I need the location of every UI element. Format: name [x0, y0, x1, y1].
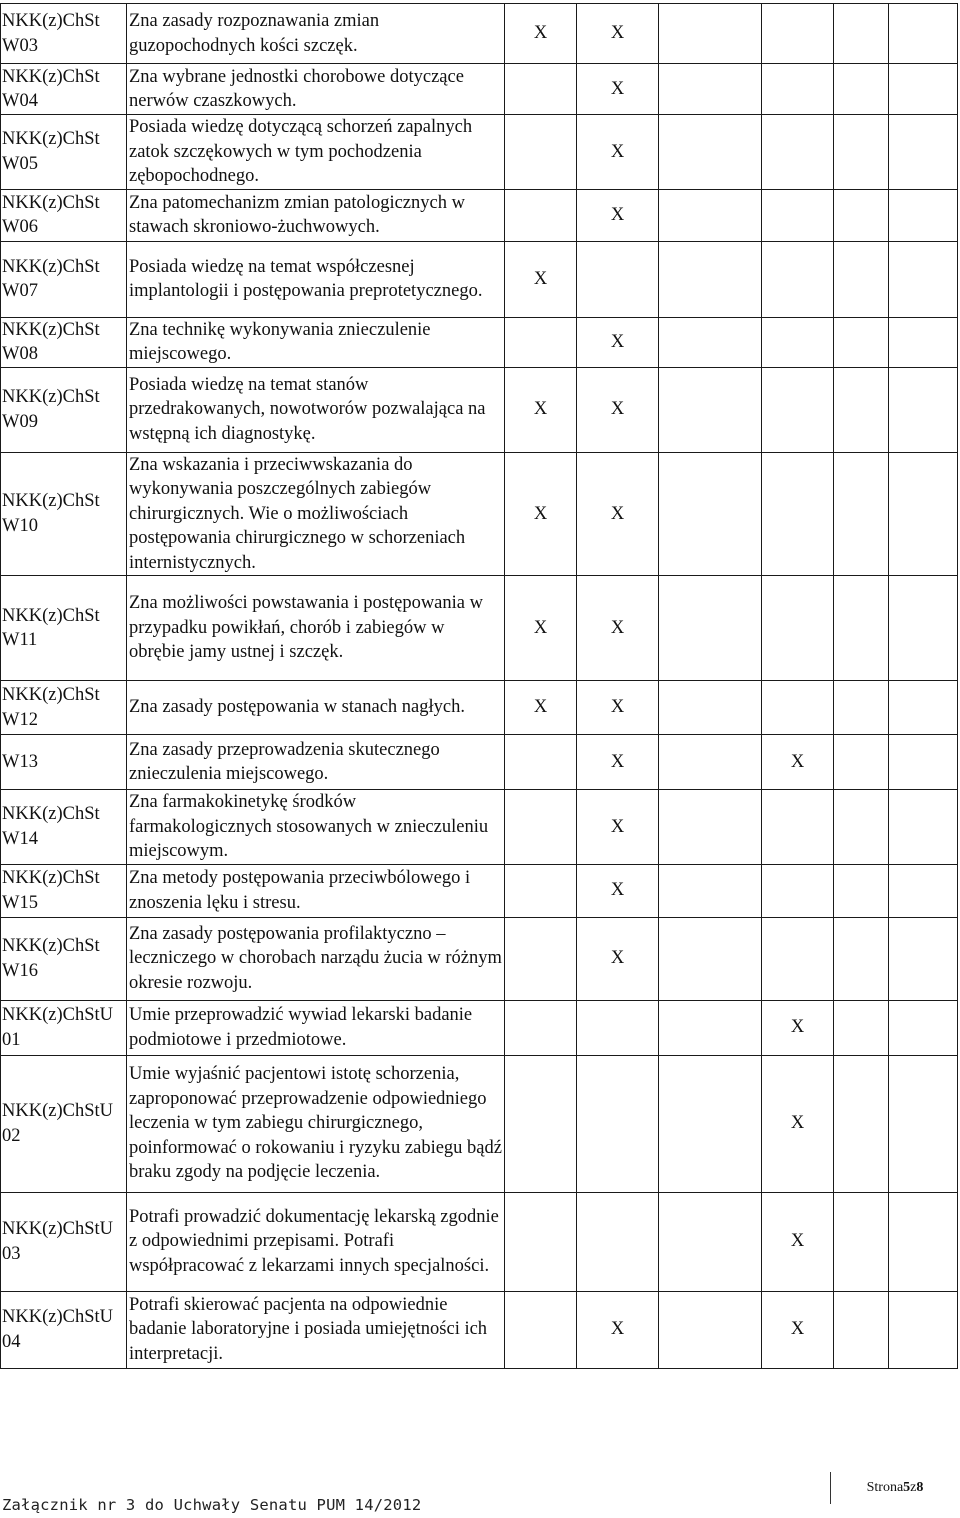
mark-cell — [834, 452, 889, 576]
outcome-code-text: NKK(z)ChSt W16 — [2, 936, 100, 981]
mark-cell — [659, 864, 762, 917]
mark-cell — [659, 1291, 762, 1368]
x-mark: X — [610, 617, 625, 638]
outcome-code-text: NKK(z)ChStU 01 — [2, 1005, 113, 1050]
outcome-description: Zna zasady postępowania profilaktyczno – leczniczego w chorobach narządu żucia w różnym okresie rozwoju. — [127, 917, 505, 1000]
outcome-code — [1, 1291, 127, 1368]
x-mark: X — [610, 78, 625, 99]
mark-cell — [834, 1291, 889, 1368]
outcome-code — [1, 317, 127, 367]
x-mark: X — [533, 23, 548, 44]
mark-cell — [889, 4, 958, 64]
mark-cell — [889, 735, 958, 790]
table-row — [1, 64, 958, 115]
outcome-description: Zna metody postępowania przeciwbólowego i znoszenia lęku i stresu. — [127, 864, 505, 917]
mark-cell — [834, 1000, 889, 1055]
outcome-code-text: NKK(z)ChSt W15 — [2, 868, 100, 913]
mark-cell — [762, 115, 834, 190]
mark-cell — [577, 1192, 659, 1291]
mark-cell — [889, 917, 958, 1000]
mark-cell — [659, 317, 762, 367]
mark-cell — [762, 367, 834, 452]
table-row — [1, 189, 958, 241]
outcome-description: Zna możliwości powstawania i postępowania w przypadku powikłań, chorób i zabiegów w obrębie jamy ustnej i szczęk. — [127, 576, 505, 681]
mark-cell — [577, 681, 659, 735]
mark-cell — [659, 917, 762, 1000]
mark-cell — [577, 367, 659, 452]
x-mark: X — [610, 1319, 625, 1340]
x-mark: X — [533, 617, 548, 638]
mark-cell — [889, 576, 958, 681]
mark-cell — [834, 1055, 889, 1192]
mark-cell — [834, 681, 889, 735]
mark-cell — [577, 864, 659, 917]
mark-cell — [834, 189, 889, 241]
mark-cell — [889, 189, 958, 241]
mark-cell — [834, 241, 889, 317]
table-row — [1, 790, 958, 865]
outcome-code — [1, 4, 127, 64]
outcome-description: Posiada wiedzę na temat stanów przedrakowanych, nowotworów pozwalająca na wstępną ich diagnostykę. — [127, 367, 505, 452]
table-row — [1, 4, 958, 64]
x-mark: X — [610, 697, 625, 718]
x-mark: X — [610, 503, 625, 524]
mark-cell — [659, 4, 762, 64]
mark-cell — [659, 1000, 762, 1055]
page-total: 8 — [916, 1480, 924, 1495]
mark-cell — [505, 576, 577, 681]
outcome-code — [1, 1192, 127, 1291]
outcome-code-text: NKK(z)ChSt W04 — [2, 66, 100, 111]
mark-cell — [889, 681, 958, 735]
mark-cell — [762, 1192, 834, 1291]
mark-cell — [505, 452, 577, 576]
mark-cell — [659, 189, 762, 241]
mark-cell — [505, 241, 577, 317]
outcome-code-text: NKK(z)ChSt W06 — [2, 192, 100, 237]
outcome-code — [1, 64, 127, 115]
outcome-code-text: NKK(z)ChSt W03 — [2, 11, 100, 56]
mark-cell — [505, 4, 577, 64]
mark-cell — [505, 317, 577, 367]
outcome-code — [1, 115, 127, 190]
mark-cell — [659, 681, 762, 735]
outcome-code-text: NKK(z)ChSt W05 — [2, 129, 100, 174]
outcome-description: Zna wybrane jednostki chorobowe dotyczące nerwów czaszkowych. — [127, 64, 505, 115]
outcome-description: Umie wyjaśnić pacjentowi istotę schorzenia, zaproponować przeprowadzenie odpowiedniego leczenia w tym zabiegu chirurgicznego, poinformować o rokowaniu i ryzyku zabiegu bądź braku zgody na podjęcie leczenia. — [127, 1055, 505, 1192]
outcome-code — [1, 367, 127, 452]
outcome-code-text: NKK(z)ChStU 03 — [2, 1219, 113, 1264]
outcome-code-text: NKK(z)ChStU 04 — [2, 1307, 113, 1352]
mark-cell — [659, 735, 762, 790]
mark-cell — [889, 1055, 958, 1192]
table-row — [1, 681, 958, 735]
mark-cell — [762, 241, 834, 317]
page-number — [830, 1472, 959, 1504]
mark-cell — [889, 64, 958, 115]
table-row — [1, 1000, 958, 1055]
table-row — [1, 1192, 958, 1291]
outcome-code — [1, 917, 127, 1000]
outcome-code — [1, 790, 127, 865]
mark-cell — [762, 1291, 834, 1368]
mark-cell — [834, 790, 889, 865]
mark-cell — [659, 64, 762, 115]
x-mark: X — [790, 1017, 805, 1038]
mark-cell — [762, 864, 834, 917]
mark-cell — [505, 917, 577, 1000]
page-current: 5 — [903, 1480, 911, 1495]
mark-cell — [889, 115, 958, 190]
outcome-code — [1, 681, 127, 735]
mark-cell — [505, 367, 577, 452]
mark-cell — [577, 576, 659, 681]
table-row — [1, 1291, 958, 1368]
annex-footer: Załącznik nr 3 do Uchwały Senatu PUM 14/2012 — [2, 1496, 422, 1514]
mark-cell — [889, 367, 958, 452]
x-mark: X — [790, 1231, 805, 1252]
table-row — [1, 864, 958, 917]
mark-cell — [834, 864, 889, 917]
mark-cell — [762, 317, 834, 367]
mark-cell — [762, 452, 834, 576]
mark-cell — [659, 1192, 762, 1291]
mark-cell — [659, 1055, 762, 1192]
x-mark: X — [610, 880, 625, 901]
mark-cell — [577, 917, 659, 1000]
mark-cell — [577, 317, 659, 367]
mark-cell — [834, 4, 889, 64]
mark-cell — [834, 735, 889, 790]
outcome-code — [1, 452, 127, 576]
mark-cell — [762, 189, 834, 241]
table-row — [1, 452, 958, 576]
outcome-description: Zna zasady rozpoznawania zmian guzopochodnych kości szczęk. — [127, 4, 505, 64]
x-mark: X — [610, 141, 625, 162]
mark-cell — [762, 735, 834, 790]
learning-outcomes-table — [0, 3, 958, 1369]
x-mark: X — [533, 268, 548, 289]
mark-cell — [505, 864, 577, 917]
mark-cell — [659, 790, 762, 865]
mark-cell — [505, 64, 577, 115]
mark-cell — [505, 1055, 577, 1192]
outcome-code-text: W13 — [2, 751, 38, 772]
outcome-description: Zna patomechanizm zmian patologicznych w stawach skroniowo-żuchwowych. — [127, 189, 505, 241]
outcome-description: Umie przeprowadzić wywiad lekarski badanie podmiotowe i przedmiotowe. — [127, 1000, 505, 1055]
outcome-code — [1, 735, 127, 790]
mark-cell — [889, 452, 958, 576]
mark-cell — [577, 1055, 659, 1192]
mark-cell — [762, 681, 834, 735]
outcome-description: Zna zasady postępowania w stanach nagłych. — [127, 681, 505, 735]
page-separator: z — [910, 1480, 917, 1495]
table-row — [1, 367, 958, 452]
x-mark: X — [790, 751, 805, 772]
mark-cell — [505, 115, 577, 190]
outcome-description: Zna zasady przeprowadzenia skutecznego znieczulenia miejscowego. — [127, 735, 505, 790]
table-row — [1, 317, 958, 367]
outcome-code-text: NKK(z)ChStU 02 — [2, 1101, 113, 1146]
mark-cell — [577, 64, 659, 115]
mark-cell — [659, 452, 762, 576]
mark-cell — [834, 367, 889, 452]
mark-cell — [889, 790, 958, 865]
table-row — [1, 1055, 958, 1192]
mark-cell — [889, 864, 958, 917]
table-row — [1, 735, 958, 790]
mark-cell — [577, 1000, 659, 1055]
mark-cell — [577, 189, 659, 241]
mark-cell — [505, 189, 577, 241]
mark-cell — [834, 576, 889, 681]
page-prefix: Strona — [866, 1480, 904, 1495]
mark-cell — [505, 1291, 577, 1368]
mark-cell — [762, 4, 834, 64]
mark-cell — [577, 735, 659, 790]
outcome-description: Posiada wiedzę dotyczącą schorzeń zapalnych zatok szczękowych w tym pochodzenia zębopochodnego. — [127, 115, 505, 190]
mark-cell — [889, 1000, 958, 1055]
mark-cell — [577, 1291, 659, 1368]
mark-cell — [659, 367, 762, 452]
mark-cell — [762, 1055, 834, 1192]
outcome-description: Zna technikę wykonywania znieczulenie miejscowego. — [127, 317, 505, 367]
outcome-description: Zna farmakokinetykę środków farmakologicznych stosowanych w znieczuleniu miejscowym. — [127, 790, 505, 865]
mark-cell — [762, 64, 834, 115]
mark-cell — [834, 64, 889, 115]
table-row — [1, 576, 958, 681]
x-mark: X — [610, 816, 625, 837]
mark-cell — [505, 735, 577, 790]
mark-cell — [577, 452, 659, 576]
outcome-code-text: NKK(z)ChSt W07 — [2, 256, 100, 301]
outcome-code-text: NKK(z)ChSt W12 — [2, 685, 100, 730]
outcome-code-text: NKK(z)ChSt W09 — [2, 387, 100, 432]
outcome-code — [1, 576, 127, 681]
mark-cell — [659, 115, 762, 190]
x-mark: X — [610, 399, 625, 420]
mark-cell — [659, 241, 762, 317]
mark-cell — [577, 790, 659, 865]
outcome-description: Posiada wiedzę na temat współczesnej implantologii i postępowania preprotetycznego. — [127, 241, 505, 317]
mark-cell — [505, 790, 577, 865]
x-mark: X — [610, 331, 625, 352]
mark-cell — [577, 4, 659, 64]
mark-cell — [889, 1192, 958, 1291]
outcome-code — [1, 1055, 127, 1192]
mark-cell — [577, 241, 659, 317]
mark-cell — [505, 1192, 577, 1291]
mark-cell — [762, 1000, 834, 1055]
outcome-code — [1, 189, 127, 241]
mark-cell — [889, 317, 958, 367]
mark-cell — [834, 1192, 889, 1291]
table-row — [1, 115, 958, 190]
outcome-code-text: NKK(z)ChSt W14 — [2, 804, 100, 849]
x-mark: X — [790, 1113, 805, 1134]
mark-cell — [577, 115, 659, 190]
x-mark: X — [533, 503, 548, 524]
x-mark: X — [610, 751, 625, 772]
mark-cell — [762, 790, 834, 865]
outcome-description: Zna wskazania i przeciwwskazania do wykonywania poszczególnych zabiegów chirurgicznych. Wie o możliwościach postępowania chirurgicznego w schorzeniach internistycznych. — [127, 452, 505, 576]
table-row — [1, 241, 958, 317]
x-mark: X — [533, 399, 548, 420]
mark-cell — [505, 1000, 577, 1055]
x-mark: X — [610, 204, 625, 225]
outcome-code-text: NKK(z)ChSt W10 — [2, 491, 100, 536]
outcome-code — [1, 1000, 127, 1055]
x-mark: X — [610, 23, 625, 44]
x-mark: X — [610, 948, 625, 969]
mark-cell — [762, 917, 834, 1000]
mark-cell — [889, 1291, 958, 1368]
outcome-code-text: NKK(z)ChSt W08 — [2, 319, 100, 364]
mark-cell — [762, 576, 834, 681]
mark-cell — [834, 917, 889, 1000]
mark-cell — [834, 317, 889, 367]
x-mark: X — [533, 697, 548, 718]
mark-cell — [659, 576, 762, 681]
outcome-description: Potrafi skierować pacjenta na odpowiednie badanie laboratoryjne i posiada umiejętności ich interpretacji. — [127, 1291, 505, 1368]
table-row — [1, 917, 958, 1000]
outcome-code — [1, 241, 127, 317]
mark-cell — [889, 241, 958, 317]
outcome-description: Potrafi prowadzić dokumentację lekarską zgodnie z odpowiednimi przepisami. Potrafi współpracować z lekarzami innych specjalności. — [127, 1192, 505, 1291]
x-mark: X — [790, 1319, 805, 1340]
mark-cell — [505, 681, 577, 735]
outcome-code — [1, 864, 127, 917]
mark-cell — [834, 115, 889, 190]
outcome-code-text: NKK(z)ChSt W11 — [2, 605, 100, 650]
